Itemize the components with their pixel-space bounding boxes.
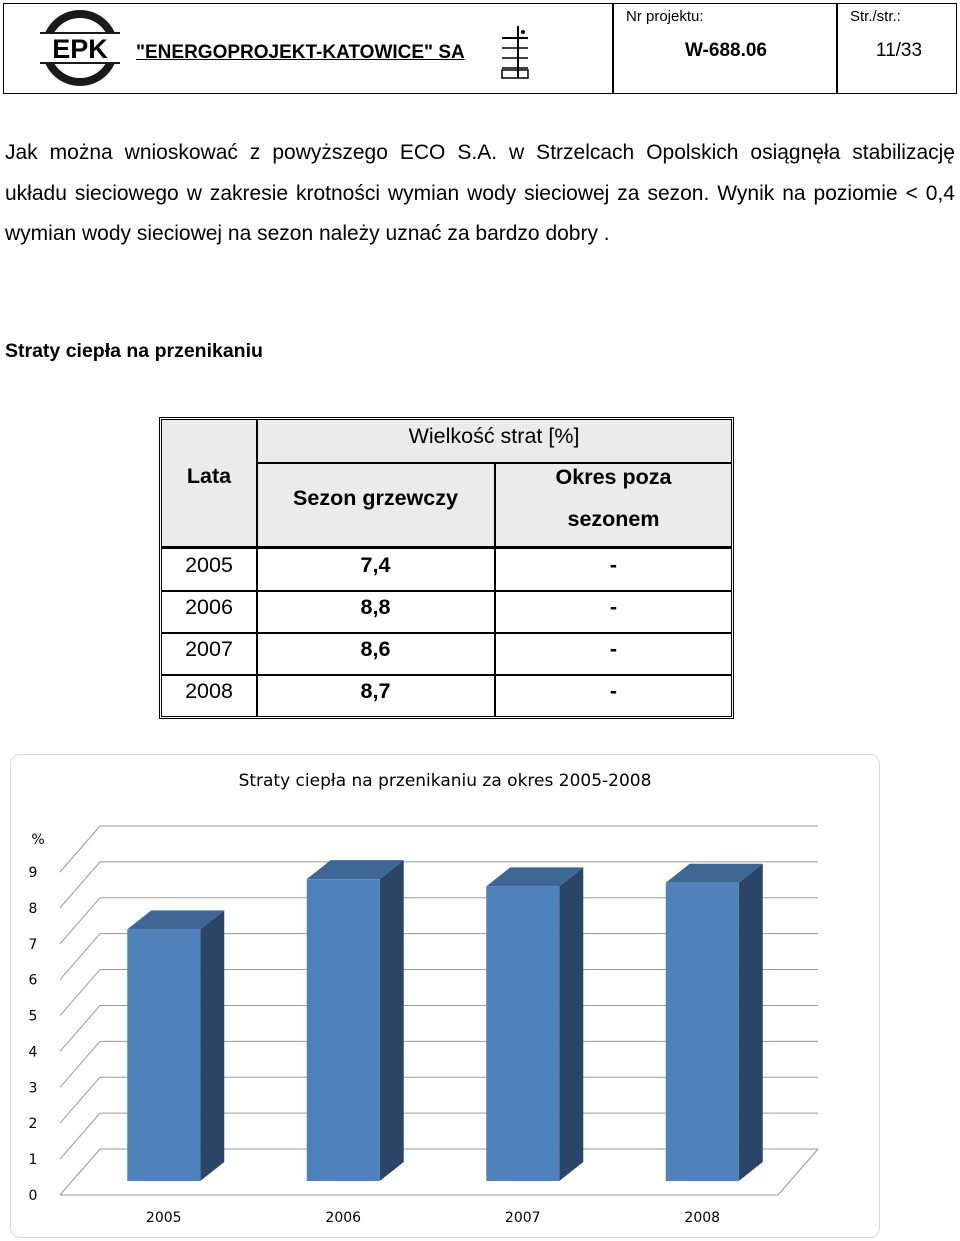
chart-x-tick-label: 2006	[325, 1210, 362, 1226]
project-number-label: Nr projektu:	[626, 8, 704, 25]
chart-y-tick-label: 9	[28, 865, 38, 881]
chart-y-axis-label: %	[31, 832, 45, 848]
company-name: "ENERGOPROJEKT-KATOWICE" SA	[136, 42, 465, 63]
page-number: 11/33	[875, 40, 923, 61]
chart-bar-side	[739, 864, 763, 1181]
chart-y-tick-label: 7	[28, 936, 38, 953]
chart-y-tick-label: 3	[28, 1080, 38, 1097]
table-cell-offseason: -	[609, 637, 618, 661]
col-header-years: Lata	[186, 464, 232, 488]
table-cell-heating: 8,8	[360, 595, 391, 619]
chart-y-tick-label: 8	[28, 900, 38, 917]
chart-x-tick-label: 2005	[145, 1210, 182, 1226]
logo-text: EPK	[52, 34, 108, 64]
table-cell-heating: 8,6	[360, 637, 391, 661]
table-cell-offseason: -	[609, 595, 618, 619]
col-header-off-season: sezonem	[567, 507, 660, 531]
chart-y-tick-label: 6	[28, 972, 38, 989]
table-cell-heating: 7,4	[360, 553, 391, 577]
chart-y-tick-label: 0	[28, 1188, 38, 1204]
table-cell-offseason: -	[609, 553, 618, 577]
chart-bar	[666, 883, 739, 1181]
chart-bars	[127, 860, 763, 1181]
chart-gridline	[60, 1149, 100, 1195]
chart-bar	[127, 929, 200, 1181]
section-heading: Straty ciepła na przenikaniu	[5, 340, 263, 362]
body-paragraph: Jak można wnioskować z powyższego ECO S.A. w Strzelcach Opolskich osiągnęła stabilizację układu sieciowego w zakresie krotności wymian wody sieciowej za sezon. Wynik na poziomie < 0,4 wymian wody sieciowej na sezon należy uznać za bardzo dobry .	[5, 141, 955, 245]
table-cell-offseason: -	[609, 679, 618, 703]
chart-y-tick-label: 1	[28, 1152, 38, 1169]
chart-bar-side	[559, 867, 583, 1181]
table-cell-year: 2007	[185, 637, 233, 661]
chart-gridline	[60, 1005, 100, 1051]
col-header-off-season: Okres poza	[555, 465, 672, 489]
chart-x-tick-label: 2008	[684, 1210, 721, 1226]
table-cell-year: 2008	[185, 679, 233, 703]
chart-gridline	[60, 862, 100, 908]
chart-y-tick-label: 2	[28, 1116, 38, 1133]
chart-gridline	[60, 826, 100, 872]
chart-gridline	[60, 934, 100, 980]
col-header-heating-season: Sezon grzewczy	[293, 486, 458, 510]
chart-floor-line	[778, 1149, 818, 1195]
table-cell-year: 2006	[185, 595, 233, 619]
chart-gridline	[60, 1113, 100, 1159]
table-cell-year: 2005	[185, 553, 233, 577]
chart-gridline	[60, 970, 100, 1016]
project-number: W-688.06	[685, 40, 767, 61]
chart-bar-side	[380, 860, 404, 1181]
table-cell-heating: 8,7	[360, 679, 391, 703]
chart-gridline	[60, 1041, 100, 1087]
group-header-losses: Wielkość strat [%]	[408, 424, 580, 448]
chart-x-tick-label: 2007	[504, 1210, 541, 1226]
chart-bar	[307, 879, 380, 1181]
page-label: Str./str.:	[850, 8, 901, 25]
chart-y-tick-label: 5	[28, 1008, 38, 1025]
chart-title: Straty ciepła na przenikaniu za okres 2005-2008	[238, 771, 652, 791]
chart-gridline	[60, 1077, 100, 1123]
chart-bar-side	[200, 910, 224, 1181]
chart-bar	[486, 886, 559, 1181]
chart-y-tick-label: 4	[28, 1044, 38, 1061]
chart-gridline	[60, 898, 100, 944]
